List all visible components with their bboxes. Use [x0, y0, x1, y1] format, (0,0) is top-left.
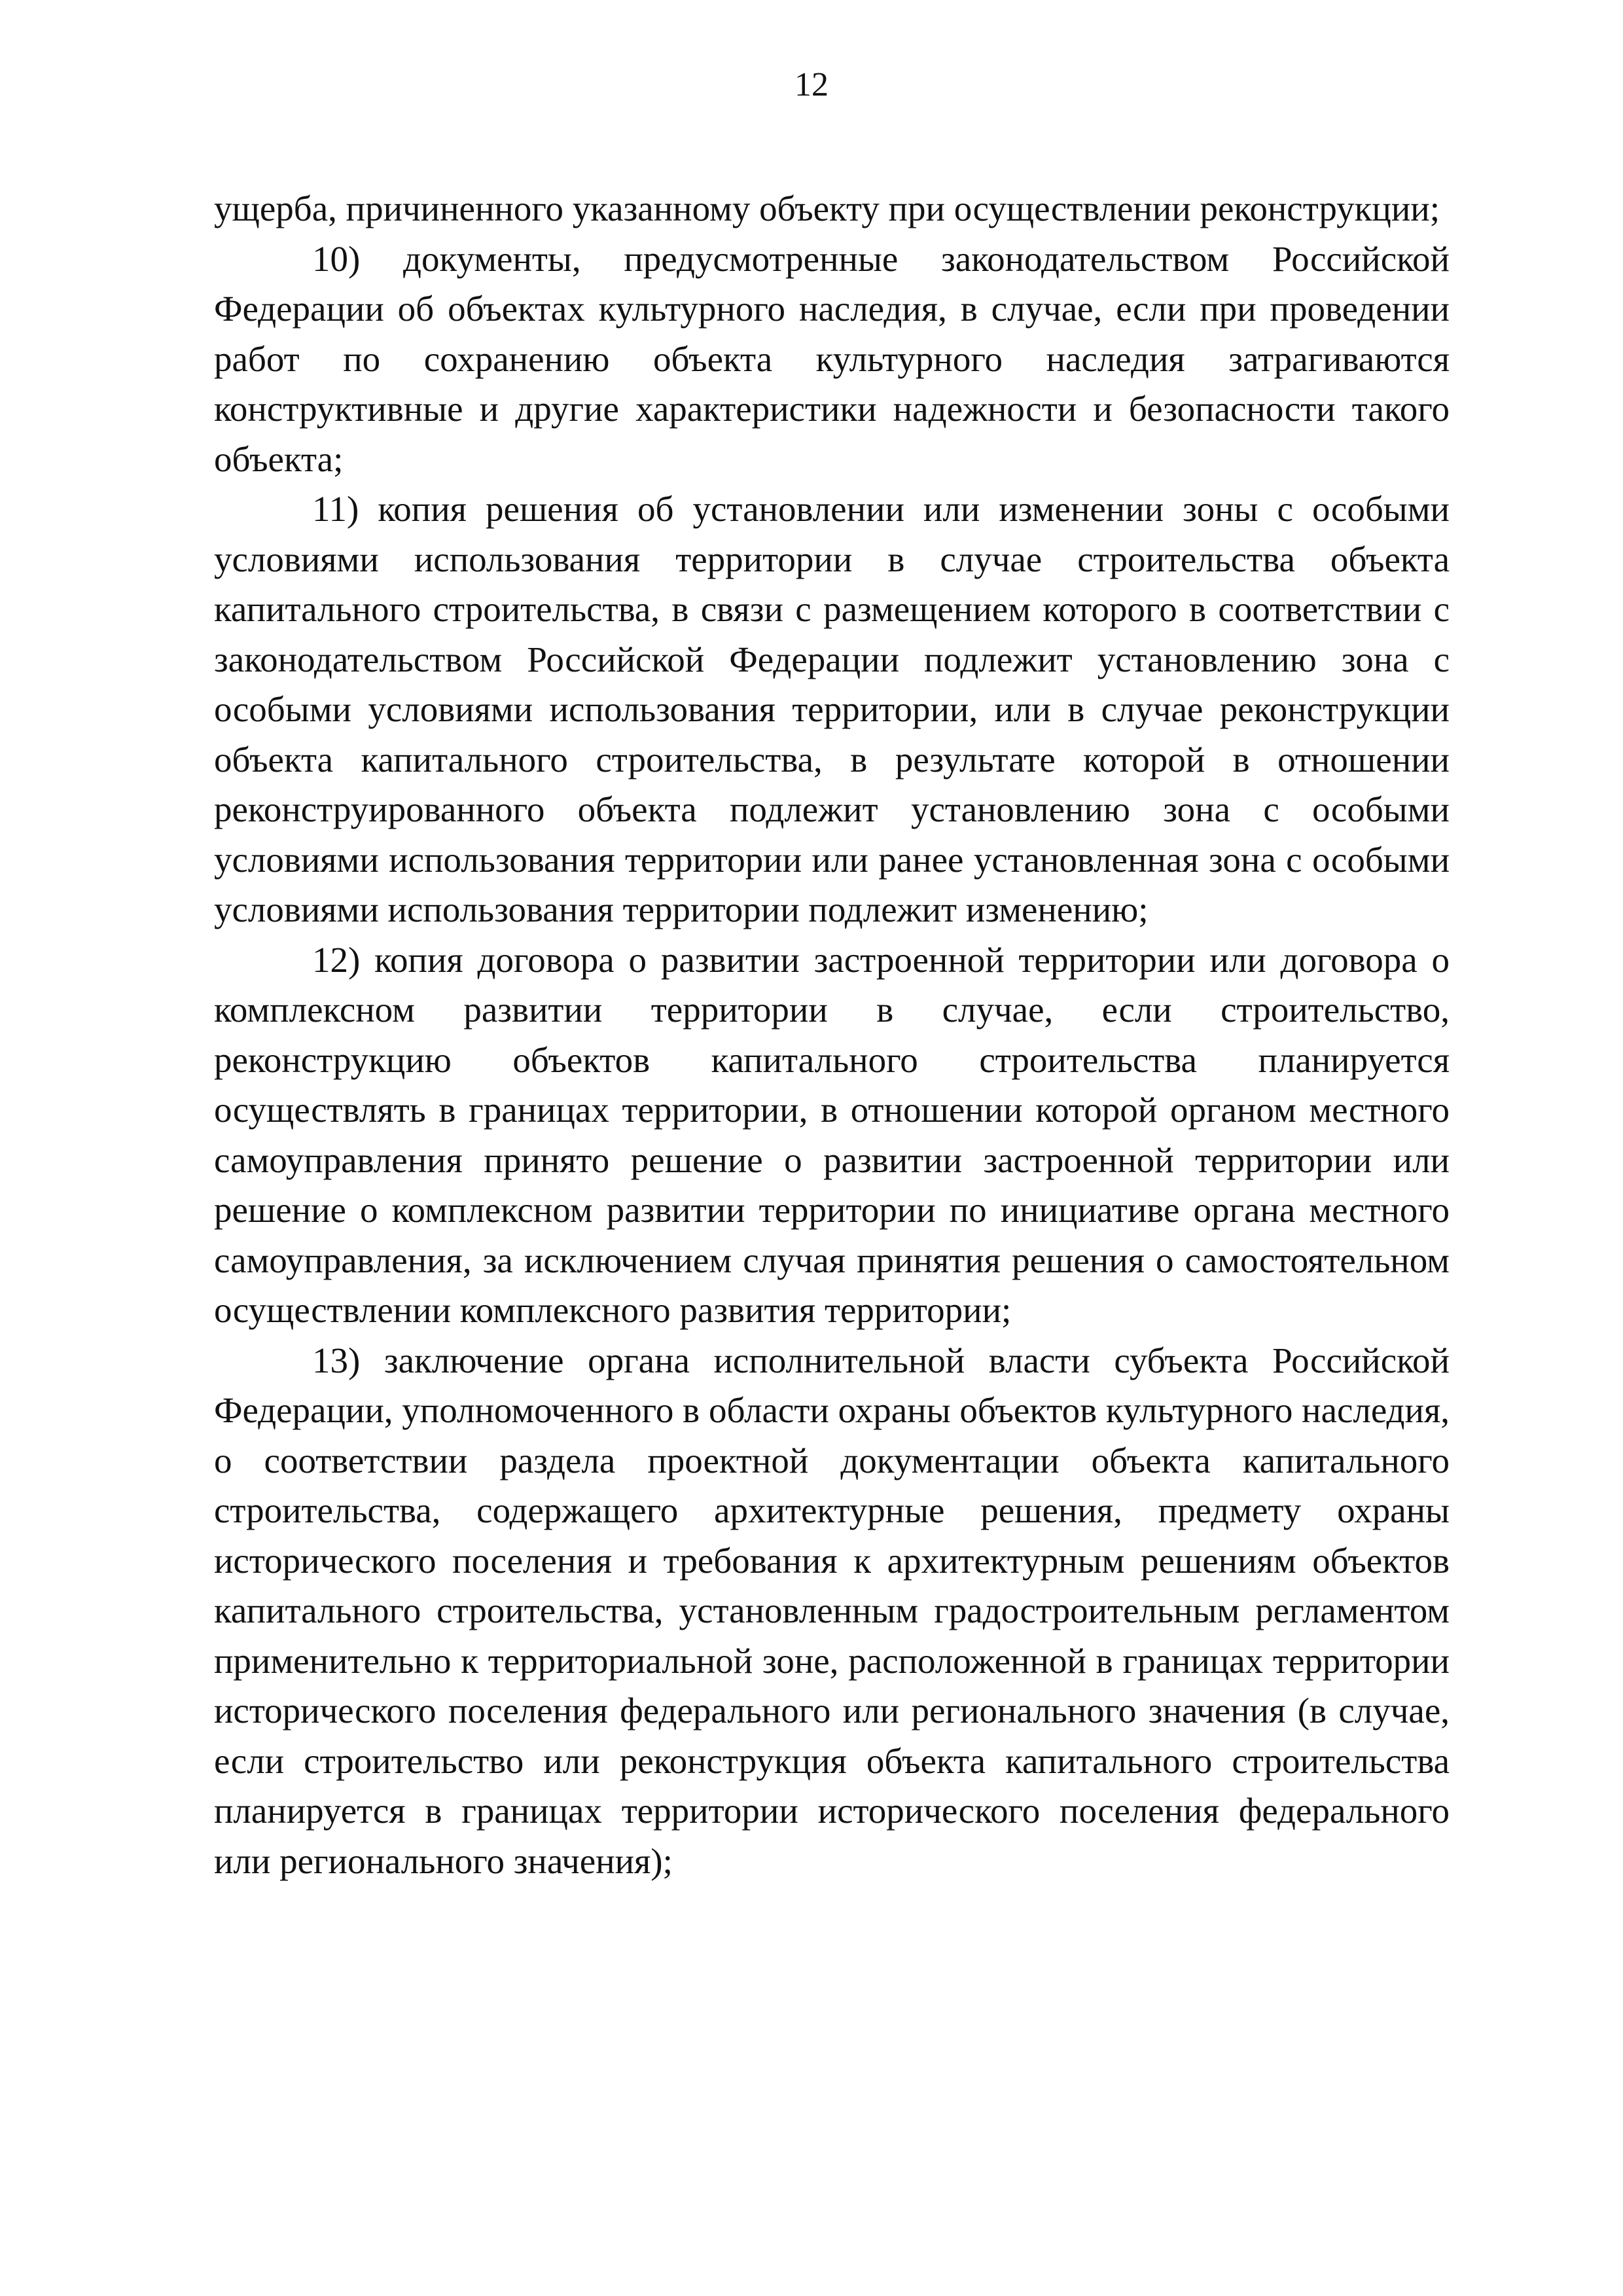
- paragraph-item-11: 11) копия решения об установлении или изменении зоны с особыми условиями использования территории в случае строительства объекта капитального строительства, в связи с размещением которого в соответствии с законодательством Российской Федерации подлежит установлению зона с особыми условиями использования территории, или в случае реконструкции объекта капитального строительства, в результате которой в отношении реконструированного объекта подлежит установлению зона с особыми условиями использования территории или ранее установленная зона с особыми условиями использования территории подлежит изменению;: [214, 489, 1450, 929]
- page-number: 12: [794, 66, 829, 103]
- paragraph-item-13: 13) заключение органа исполнительной власти субъекта Российской Федерации, уполномоченного в области охраны объектов культурного наследия, о соответствии раздела проектной документации объекта капитального строительства, содержащего архитектурные решения, предмету охраны исторического поселения и требования к архитектурным решениям объектов капитального строительства, установленным градостроительным регламентом применительно к территориальной зоне, расположенной в границах территории исторического поселения федерального или регионального значения (в случае, если строительство или реконструкция объекта капитального строительства планируется в границах территории исторического поселения федерального или регионального значения);: [214, 1340, 1450, 1881]
- paragraph-item-10: 10) документы, предусмотренные законодательством Российской Федерации об объектах культурного наследия, в случае, если при проведении работ по сохранению объекта культурного наследия затрагиваются конструктивные и другие характеристики надежности и безопасности такого объекта;: [214, 238, 1450, 479]
- document-body: [214, 184, 1450, 1886]
- paragraph-continuation: ущерба, причиненного указанному объекту при осуществлении реконструкции;: [214, 188, 1440, 228]
- paragraph-item-12: 12) копия договора о развитии застроенной территории или договора о комплексном развитии территории в случае, если строительство, реконструкцию объектов капитального строительства планируется осуществлять в границах территории, в отношении которой органом местного самоуправления принято решение о развитии застроенной территории или решение о комплексном развитии территории по инициативе органа местного самоуправления, за исключением случая принятия решения о самостоятельном осуществлении комплексного развития территории;: [214, 939, 1450, 1330]
